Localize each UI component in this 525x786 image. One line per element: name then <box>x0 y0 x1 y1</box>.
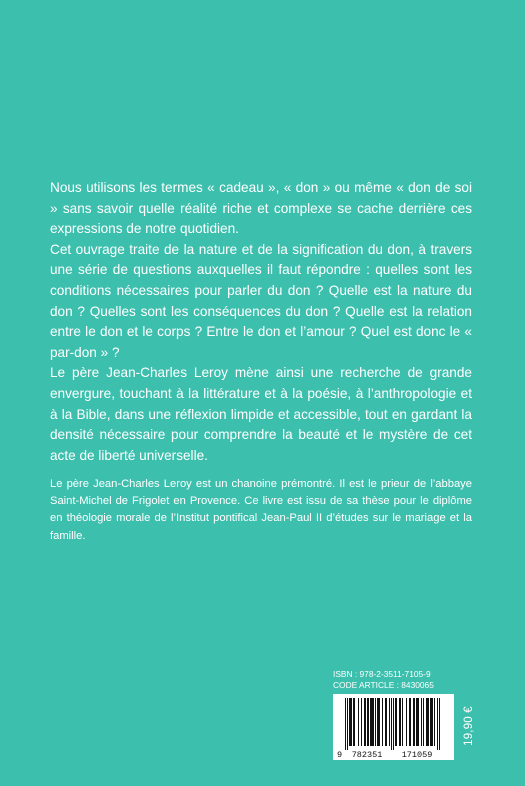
barcode-digit-first: 9 <box>337 750 343 760</box>
barcode-bar <box>427 698 428 746</box>
isbn-text: ISBN : 978-2-3511-7105-9 <box>333 669 431 679</box>
blurb <box>50 178 472 466</box>
barcode-bar <box>406 698 407 746</box>
barcode-bar <box>350 698 351 746</box>
barcode-bar <box>367 698 368 746</box>
barcode-bar <box>361 698 362 746</box>
barcode-bar <box>432 698 433 746</box>
barcode-bar <box>345 698 346 750</box>
author-bio: Le père Jean-Charles Leroy est un chanoine prémontré. Il est le prieur de l’abbaye Saint-Michel de Frigolet en Provence. Ce livre est issu de sa thèse pour le diplôme en théologie morale de l’Institut pontifical Jean-Paul II d’études sur le mariage et la famille. <box>50 478 472 542</box>
barcode-bar <box>396 698 397 746</box>
barcode-bar <box>377 698 378 746</box>
barcode-bar <box>431 698 432 746</box>
barcode-bar <box>349 698 350 746</box>
barcode-bar <box>430 698 431 746</box>
barcode-bar <box>409 698 410 746</box>
barcode-bar <box>426 698 427 746</box>
barcode-bar <box>418 698 419 746</box>
barcode-bar <box>393 698 394 750</box>
barcode-bar <box>353 698 354 746</box>
barcode-bar <box>382 698 383 746</box>
barcode-bar <box>375 698 376 746</box>
barcode-bar <box>400 698 401 746</box>
barcode-bar <box>395 698 396 746</box>
barcode-bar <box>428 698 429 746</box>
barcode-bar <box>389 698 390 746</box>
barcode-bar <box>378 698 379 746</box>
barcode-bar <box>421 698 422 746</box>
blurb-paragraph-1: Nous utilisons les termes « cadeau », « don » ou même « don de soi » sans savoir quelle réalité riche et complexe se cache derrière ces expressions de notre quotidien. <box>50 180 472 237</box>
barcode-bar <box>368 698 369 746</box>
barcode-bar <box>351 698 352 746</box>
barcode-bar <box>413 698 414 746</box>
price-label <box>462 692 476 760</box>
barcode-bar <box>365 698 366 746</box>
barcode-bar <box>373 698 374 746</box>
price-text: 19,90 € <box>463 706 475 746</box>
barcode-bar <box>402 698 403 746</box>
barcode-graphic <box>333 694 454 760</box>
barcode-bar <box>372 698 373 746</box>
barcode <box>333 694 454 760</box>
barcode-bar <box>364 698 365 746</box>
book-metadata <box>333 669 434 691</box>
barcode-bar <box>423 698 424 746</box>
barcode-bar <box>414 698 415 746</box>
barcode-bar <box>437 698 438 750</box>
barcode-bar <box>347 698 348 750</box>
barcode-bar <box>434 698 435 746</box>
barcode-bar <box>391 698 392 750</box>
barcode-bar <box>354 698 355 746</box>
barcode-bar <box>410 698 411 746</box>
barcode-bar <box>379 698 380 746</box>
barcode-bar <box>370 698 371 746</box>
barcode-bar <box>417 698 418 746</box>
barcode-bar <box>386 698 387 746</box>
blurb-paragraph-3: Le père Jean-Charles Leroy mène ainsi une recherche de grande envergure, touchant à la littérature et à la poésie, à l’anthropologie et à la Bible, dans une réflexion limpide et accessible, tout en gardant la densité nécessaire pour comprendre la beauté et le mystère de cet acte de liberté universelle. <box>50 365 472 463</box>
blurb-paragraph-2: Cet ouvrage traite de la nature et de la signification du don, à travers une série de questions auxquelles il faut répondre : quelles sont les conditions nécessaires pour parler du don ? Quelle est la nature du don ? Quelles sont les conséquences du don ? Quelle est la relation entre le don et le corps ? Entre le don et l’amour ? Quel est donc le « par-don » ? <box>50 241 472 360</box>
barcode-digits-right: 171059 <box>401 750 433 760</box>
barcode-digits-left: 782351 <box>351 750 383 760</box>
barcode-bar <box>416 698 417 746</box>
barcode-bar <box>385 698 386 746</box>
barcode-bar <box>358 698 359 746</box>
barcode-bar <box>371 698 372 746</box>
barcode-bar <box>399 698 400 746</box>
code-article-text: CODE ARTICLE : 8430065 <box>333 680 434 691</box>
barcode-bars <box>345 698 440 750</box>
barcode-bar <box>439 698 440 750</box>
